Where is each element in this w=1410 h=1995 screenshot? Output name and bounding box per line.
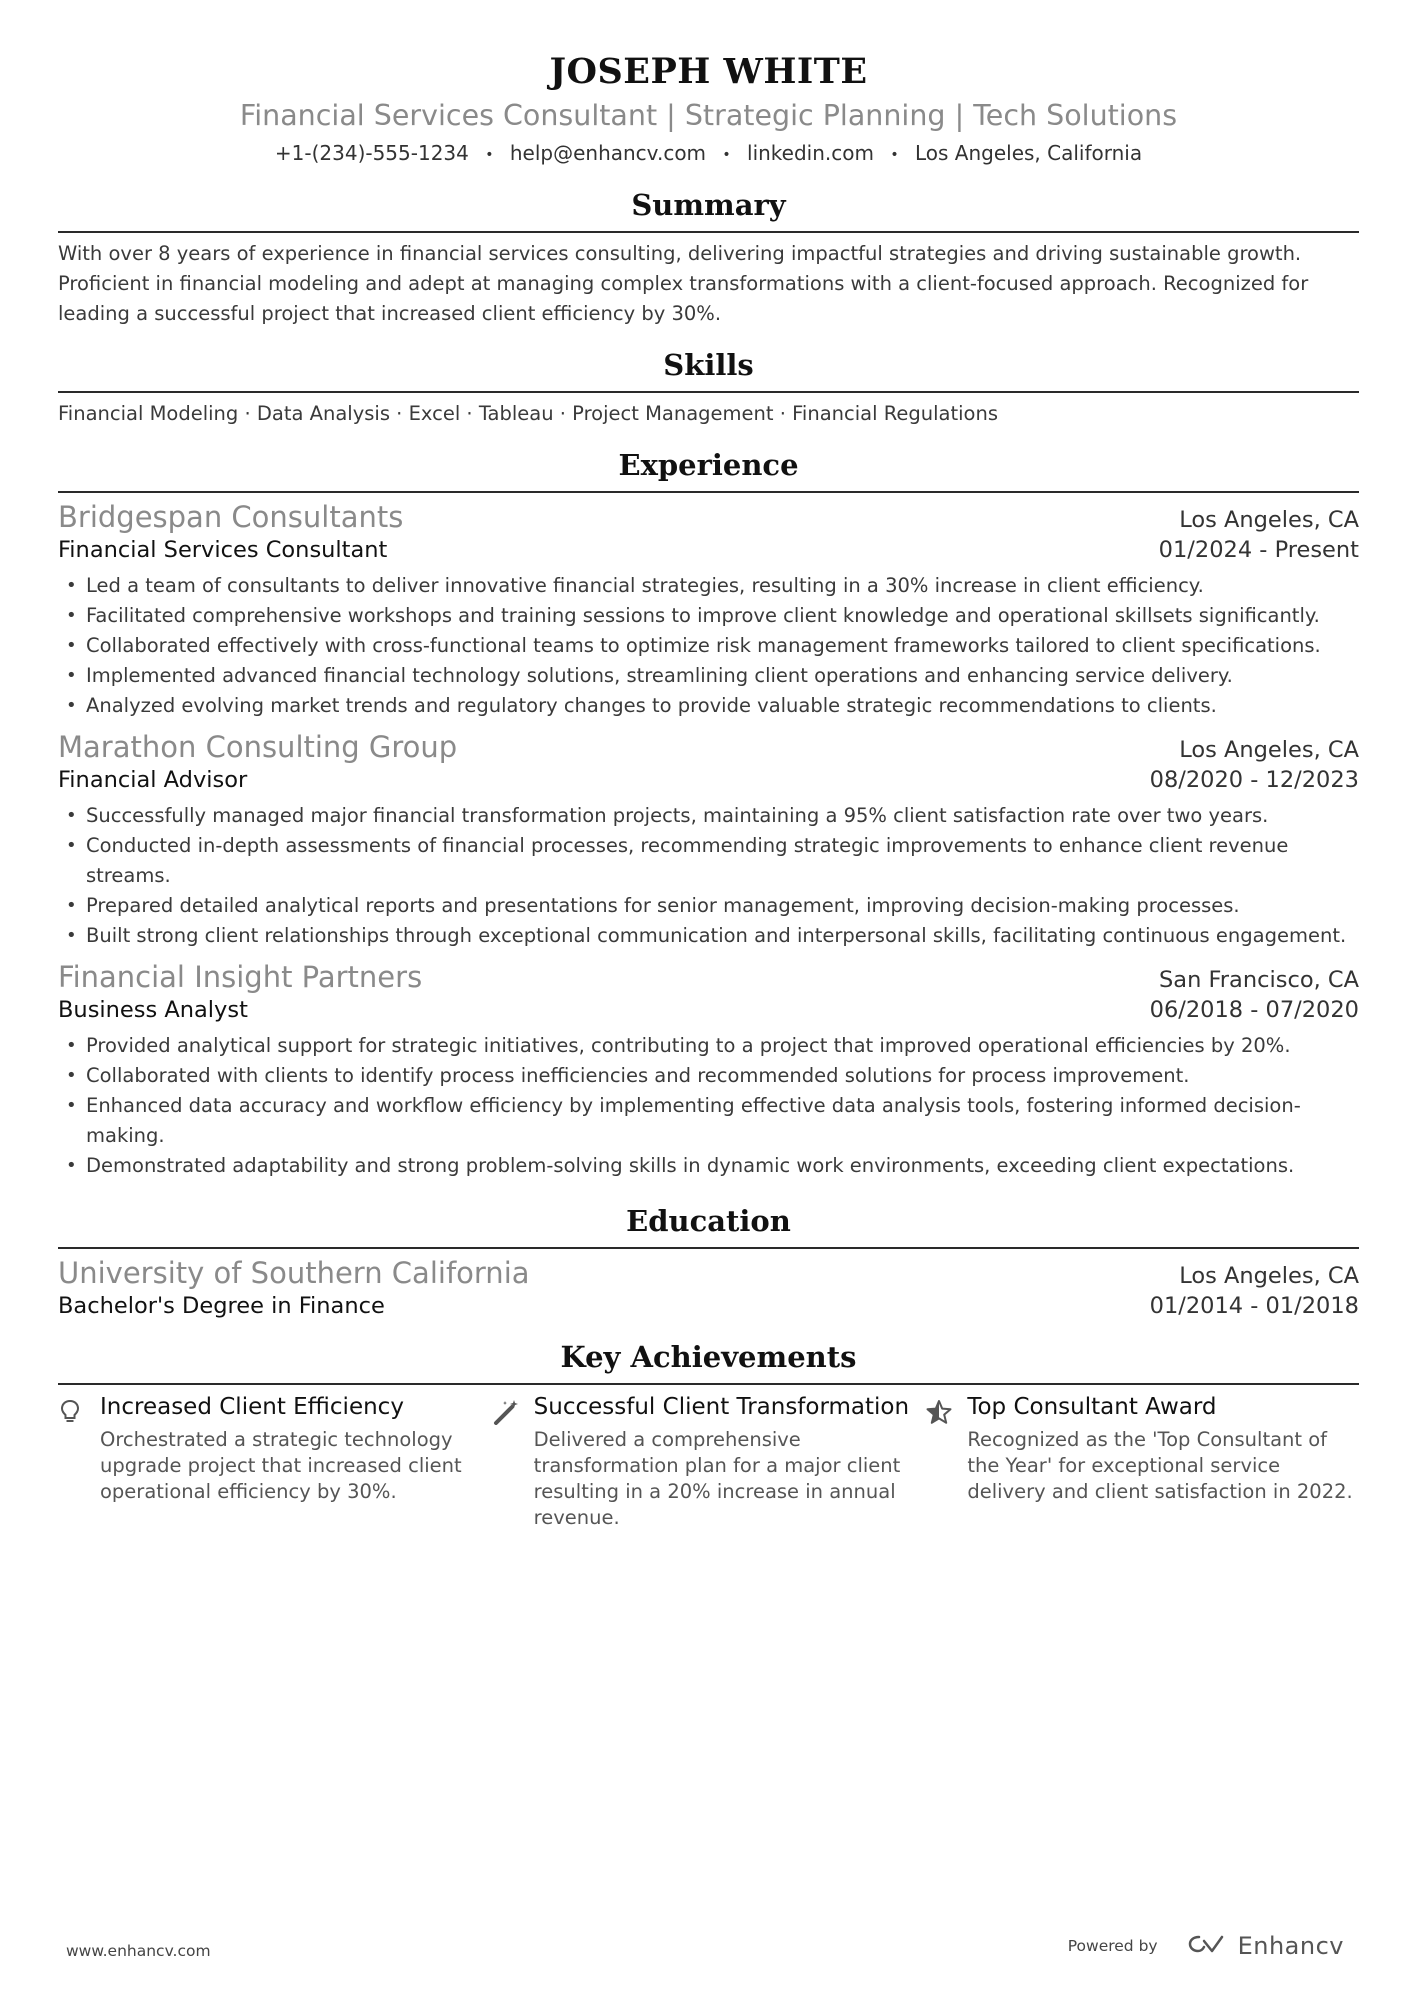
section-divider [58,1247,1359,1249]
bullet-item: • Provided analytical support for strategic initiatives, contributing to a project that improved operational efficiencies by 20%. [58,1031,1359,1061]
email-link[interactable]: help@enhancv.com [509,141,707,165]
job-location: Los Angeles, CA [1179,506,1359,533]
bullet-item: • Analyzed evolving market trends and regulatory changes to provide valuable strategic recommendations to clients. [58,691,1359,721]
skills-list: Financial Modeling · Data Analysis · Excel · Tableau · Project Management · Financial Regulations [58,401,998,425]
job-bullets [58,801,1359,951]
company-name: Marathon Consulting Group [58,729,458,764]
section-divider [58,391,1359,393]
bullet-item: • Enhanced data accuracy and workflow efficiency by implementing effective data analysis tools, fostering informed decision-making. [58,1091,1359,1151]
candidate-headline: Financial Services Consultant | Strategic Planning | Tech Solutions [239,99,1178,132]
bullet-item: • Prepared detailed analytical reports and presentations for senior management, improving decision-making processes. [58,891,1359,921]
footer-website[interactable]: www.enhancv.com [66,1942,211,1960]
experience-section [58,447,1359,1181]
magic-wand-icon [492,1393,534,1531]
bullet-item: • Built strong client relationships through exceptional communication and interpersonal skills, facilitating continuous engagement. [58,921,1359,951]
linkedin-link[interactable]: linkedin.com [747,141,874,165]
enhancv-logo-icon [1186,1933,1230,1959]
job-dates: 06/2018 - 07/2020 [1149,996,1359,1023]
job-bullets [58,1031,1359,1181]
company-name: Financial Insight Partners [58,959,423,994]
achievements-section [58,1339,1359,1531]
star-icon [925,1393,967,1531]
bullet-item: • Implemented advanced financial technology solutions, streamlining client operations and enhancing service delivery. [58,661,1359,691]
section-divider [58,491,1359,493]
separator: • [722,146,731,163]
company-name: Bridgespan Consultants [58,499,404,534]
skills-section [58,347,1359,429]
contact-line [58,140,1359,168]
education-dates: 01/2014 - 01/2018 [1149,1292,1359,1319]
section-divider [58,231,1359,233]
job-entry [58,499,1359,721]
job-dates: 08/2020 - 12/2023 [1149,766,1359,793]
achievement-item [492,1393,926,1531]
location: Los Angeles, California [914,141,1143,165]
bullet-item: • Successfully managed major financial transformation projects, maintaining a 95% client satisfaction rate over two years. [58,801,1359,831]
achievement-description: Orchestrated a strategic technology upgrade project that increased client operational efficiency by 30%. [100,1427,462,1503]
achievement-item [58,1393,492,1531]
achievement-title: Increased Client Efficiency [100,1393,404,1420]
job-title: Financial Advisor [58,766,248,793]
job-title: Financial Services Consultant [58,536,388,563]
bullet-item: • Led a team of consultants to deliver innovative financial strategies, resulting in a 30% increase in client efficiency. [58,571,1359,601]
degree: Bachelor's Degree in Finance [58,1292,385,1319]
resume-header [58,52,1359,168]
job-location: Los Angeles, CA [1179,736,1359,763]
brand-name: Enhancv [1237,1932,1344,1960]
summary-section [58,187,1359,329]
achievement-description: Delivered a comprehensive transformation plan for a major client resulting in a 20% increase in annual revenue. [533,1427,901,1529]
job-entry [58,959,1359,1181]
job-location: San Francisco, CA [1159,966,1359,993]
section-title: Summary [631,187,786,222]
achievement-description: Recognized as the 'Top Consultant of the Year' for exceptional service delivery and client satisfaction in 2022. [967,1427,1353,1503]
phone: +1-(234)-555-1234 [274,141,469,165]
powered-by-label: Powered by [1067,1937,1158,1955]
candidate-name: JOSEPH WHITE [549,51,868,92]
section-title: Skills [663,347,754,382]
bullet-item: • Collaborated effectively with cross-functional teams to optimize risk management frameworks tailored to client specifications. [58,631,1359,661]
section-title: Education [626,1203,791,1238]
section-title: Key Achievements [560,1339,857,1374]
lightbulb-icon [58,1393,100,1531]
summary-text: With over 8 years of experience in financial services consulting, delivering impactful strategies and driving sustainable growth. Proficient in financial modeling and adept at managing complex transformations with a client-focused approach. Recognized for leading a successful project that increased client efficiency by 30%. [58,241,1309,325]
bullet-item: • Collaborated with clients to identify process inefficiencies and recommended solutions for process improvement. [58,1061,1359,1091]
section-divider [58,1383,1359,1385]
bullet-item: • Demonstrated adaptability and strong problem-solving skills in dynamic work environments, exceeding client expectations. [58,1151,1359,1181]
school-name: University of Southern California [58,1255,530,1290]
resume-page [58,0,1359,1531]
bullet-item: • Conducted in-depth assessments of financial processes, recommending strategic improvements to enhance client revenue streams. [58,831,1359,891]
school-location: Los Angeles, CA [1179,1262,1359,1289]
separator: • [890,146,899,163]
job-bullets [58,571,1359,721]
job-title: Business Analyst [58,996,248,1023]
bullet-item: • Facilitated comprehensive workshops and training sessions to improve client knowledge and operational skillsets significantly. [58,601,1359,631]
achievement-title: Top Consultant Award [967,1393,1217,1420]
job-entry [58,729,1359,951]
job-dates: 01/2024 - Present [1158,536,1359,563]
section-title: Experience [618,447,799,482]
footer-branding [1068,1932,1344,1960]
separator: • [485,146,494,163]
achievement-title: Successful Client Transformation [533,1393,910,1420]
achievement-item [925,1393,1359,1531]
education-section [58,1203,1359,1321]
